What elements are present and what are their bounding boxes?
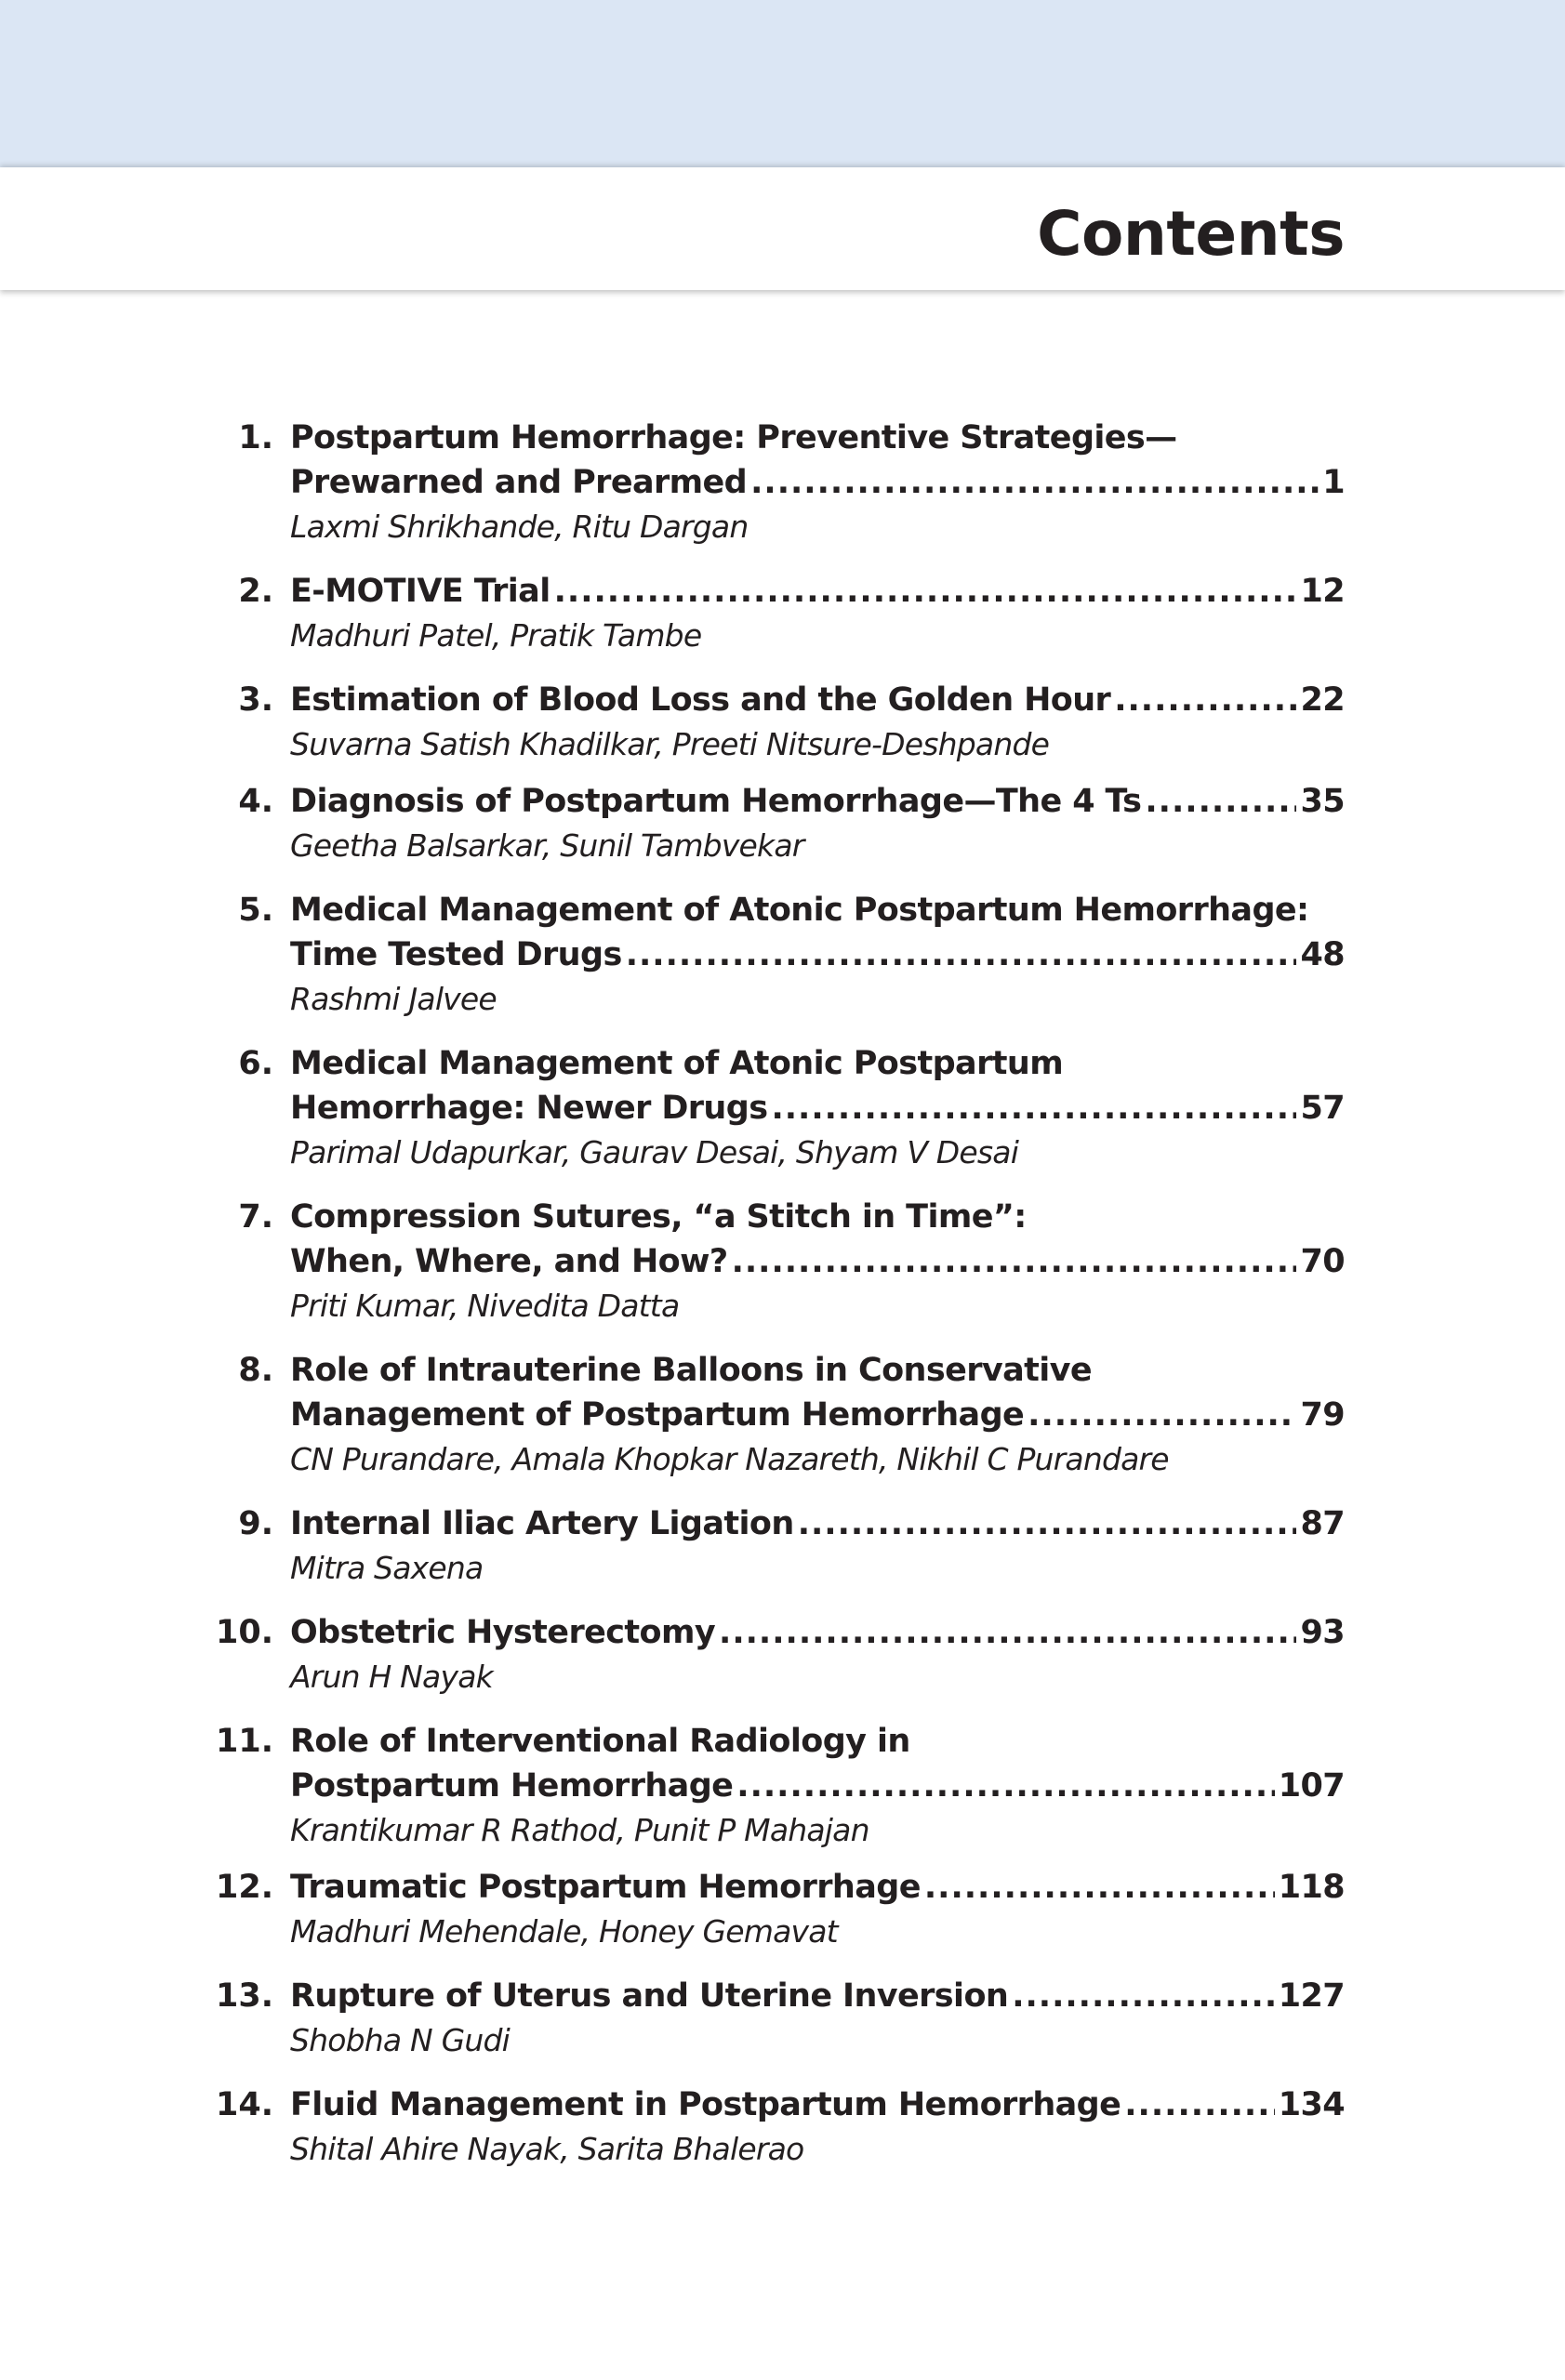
dot-leader: [1028, 1393, 1296, 1437]
page-number: 134: [1278, 2086, 1345, 2123]
page-number: 48: [1300, 936, 1345, 973]
chapter-title-line: Postpartum Hemorrhage: Preventive Strategies—: [290, 419, 1177, 456]
chapter-number: 12.: [215, 1869, 273, 1906]
page-number: 127: [1278, 1977, 1345, 2015]
chapter-title-line: Role of Interventional Radiology in: [290, 1723, 910, 1760]
toc-entry: [214, 779, 1345, 868]
chapter-title-leader-line: [290, 569, 1345, 614]
chapter-number: 13.: [215, 1977, 273, 2015]
page-number: 35: [1300, 783, 1345, 820]
chapter-title-leader-line: [290, 1501, 1345, 1546]
chapter-authors: CN Purandare, Amala Khopkar Nazareth, Nikhil C Purandare: [290, 1441, 1169, 1477]
chapter-title: Diagnosis of Postpartum Hemorrhage—The 4 Ts: [290, 783, 1142, 820]
chapter-number: 10.: [215, 1614, 273, 1651]
dot-leader: [1124, 2082, 1274, 2127]
chapter-authors: Laxmi Shrikhande, Ritu Dargan: [290, 509, 749, 545]
chapter-number: 5.: [238, 892, 273, 929]
chapter-number: 1.: [238, 419, 273, 456]
dot-leader: [771, 1086, 1296, 1130]
chapter-title: Fluid Management in Postpartum Hemorrhage: [290, 2086, 1121, 2123]
chapter-title-leader-line: [290, 1764, 1345, 1808]
dot-leader: [732, 1239, 1297, 1284]
toc-entry: [214, 1865, 1345, 1954]
chapter-title: Internal Iliac Artery Ligation: [290, 1505, 794, 1542]
page-number: 57: [1300, 1090, 1345, 1127]
chapter-title: Obstetric Hysterectomy: [290, 1614, 716, 1651]
chapter-title: Management of Postpartum Hemorrhage: [290, 1396, 1025, 1434]
page-number: 22: [1300, 681, 1345, 719]
toc-entry: [214, 1041, 1345, 1175]
chapter-title-leader-line: [290, 1086, 1345, 1130]
page-number: 70: [1300, 1243, 1345, 1280]
toc-entry: [214, 888, 1345, 1022]
page-number: 1: [1322, 464, 1345, 501]
chapter-authors: Madhuri Mehendale, Honey Gemavat: [290, 1913, 838, 1950]
chapter-authors: Arun H Nayak: [290, 1659, 493, 1695]
page-title: Contents: [1037, 198, 1345, 270]
chapter-authors: Mitra Saxena: [290, 1550, 484, 1586]
page-number: 118: [1278, 1869, 1345, 1906]
dot-leader: [626, 932, 1297, 977]
toc-entry: [214, 1195, 1345, 1329]
toc-entry: [214, 1610, 1345, 1699]
chapter-title-leader-line: [290, 460, 1345, 505]
chapter-number: 6.: [238, 1045, 273, 1082]
page-number: 12: [1300, 573, 1345, 610]
chapter-title-leader-line: [290, 2082, 1345, 2127]
dot-leader: [750, 460, 1319, 505]
dot-leader: [924, 1865, 1275, 1910]
chapter-authors: Rashmi Jalvee: [290, 981, 497, 1017]
chapter-title-leader-line: [290, 678, 1345, 722]
chapter-authors: Shital Ahire Nayak, Sarita Bhalerao: [290, 2131, 804, 2167]
toc-entry: [214, 1348, 1345, 1482]
chapter-title-leader-line: [290, 1974, 1345, 2018]
chapter-title: Estimation of Blood Loss and the Golden Hour: [290, 681, 1111, 719]
chapter-title-line: Role of Intrauterine Balloons in Conservative: [290, 1352, 1093, 1389]
chapter-title: Traumatic Postpartum Hemorrhage: [290, 1869, 921, 1906]
chapter-number: 9.: [238, 1505, 273, 1542]
toc-entry: [214, 569, 1345, 658]
chapter-authors: Parimal Udapurkar, Gaurav Desai, Shyam V Desai: [290, 1134, 1019, 1170]
chapter-title-leader-line: [290, 779, 1345, 824]
chapter-title: Hemorrhage: Newer Drugs: [290, 1090, 768, 1127]
chapter-title-line: Medical Management of Atonic Postpartum: [290, 1045, 1064, 1082]
dot-leader: [1012, 1974, 1275, 2018]
chapter-number: 3.: [238, 681, 273, 719]
chapter-title-leader-line: [290, 1865, 1345, 1910]
dot-leader: [1145, 779, 1296, 824]
toc-entry: [214, 416, 1345, 549]
chapter-number: 11.: [215, 1723, 273, 1760]
dot-leader: [719, 1610, 1296, 1655]
page-number: 93: [1300, 1614, 1345, 1651]
toc-entry: [214, 1974, 1345, 2063]
chapter-authors: Geetha Balsarkar, Sunil Tambvekar: [290, 827, 804, 864]
chapter-authors: Madhuri Patel, Pratik Tambe: [290, 617, 702, 654]
chapter-title-leader-line: [290, 932, 1345, 977]
chapter-title: When, Where, and How?: [290, 1243, 728, 1280]
page-number: 87: [1300, 1505, 1345, 1542]
toc-entry: [214, 2082, 1345, 2172]
header-band: [0, 0, 1565, 167]
page-number: 107: [1278, 1767, 1345, 1805]
chapter-title: Time Tested Drugs: [290, 936, 622, 973]
dot-leader: [1114, 678, 1296, 722]
chapter-title: Rupture of Uterus and Uterine Inversion: [290, 1977, 1009, 2015]
toc-entry: [214, 1719, 1345, 1853]
toc-entry: [214, 678, 1345, 767]
chapter-title-leader-line: [290, 1610, 1345, 1655]
chapter-title-line: Medical Management of Atonic Postpartum Hemorrhage:: [290, 892, 1309, 929]
chapter-number: 8.: [238, 1352, 273, 1389]
chapter-title-leader-line: [290, 1239, 1345, 1284]
chapter-title-leader-line: [290, 1393, 1345, 1437]
chapter-number: 2.: [238, 573, 273, 610]
page-number: 79: [1300, 1396, 1345, 1434]
chapter-number: 4.: [238, 783, 273, 820]
chapter-authors: Krantikumar R Rathod, Punit P Mahajan: [290, 1812, 869, 1848]
chapter-authors: Priti Kumar, Nivedita Datta: [290, 1288, 680, 1324]
chapter-authors: Suvarna Satish Khadilkar, Preeti Nitsure-Deshpande: [290, 726, 1050, 762]
chapter-title: Prewarned and Prearmed: [290, 464, 748, 501]
chapter-number: 14.: [215, 2086, 273, 2123]
toc-entry: [214, 1501, 1345, 1591]
chapter-authors: Shobha N Gudi: [290, 2022, 511, 2058]
chapter-title-line: Compression Sutures, “a Stitch in Time”:: [290, 1198, 1027, 1236]
chapter-number: 7.: [238, 1198, 273, 1236]
chapter-title: E-MOTIVE Trial: [290, 573, 550, 610]
dot-leader: [798, 1501, 1297, 1546]
dot-leader: [554, 569, 1297, 614]
table-of-contents: [214, 416, 1345, 2191]
dot-leader: [736, 1764, 1274, 1808]
chapter-title: Postpartum Hemorrhage: [290, 1767, 734, 1805]
